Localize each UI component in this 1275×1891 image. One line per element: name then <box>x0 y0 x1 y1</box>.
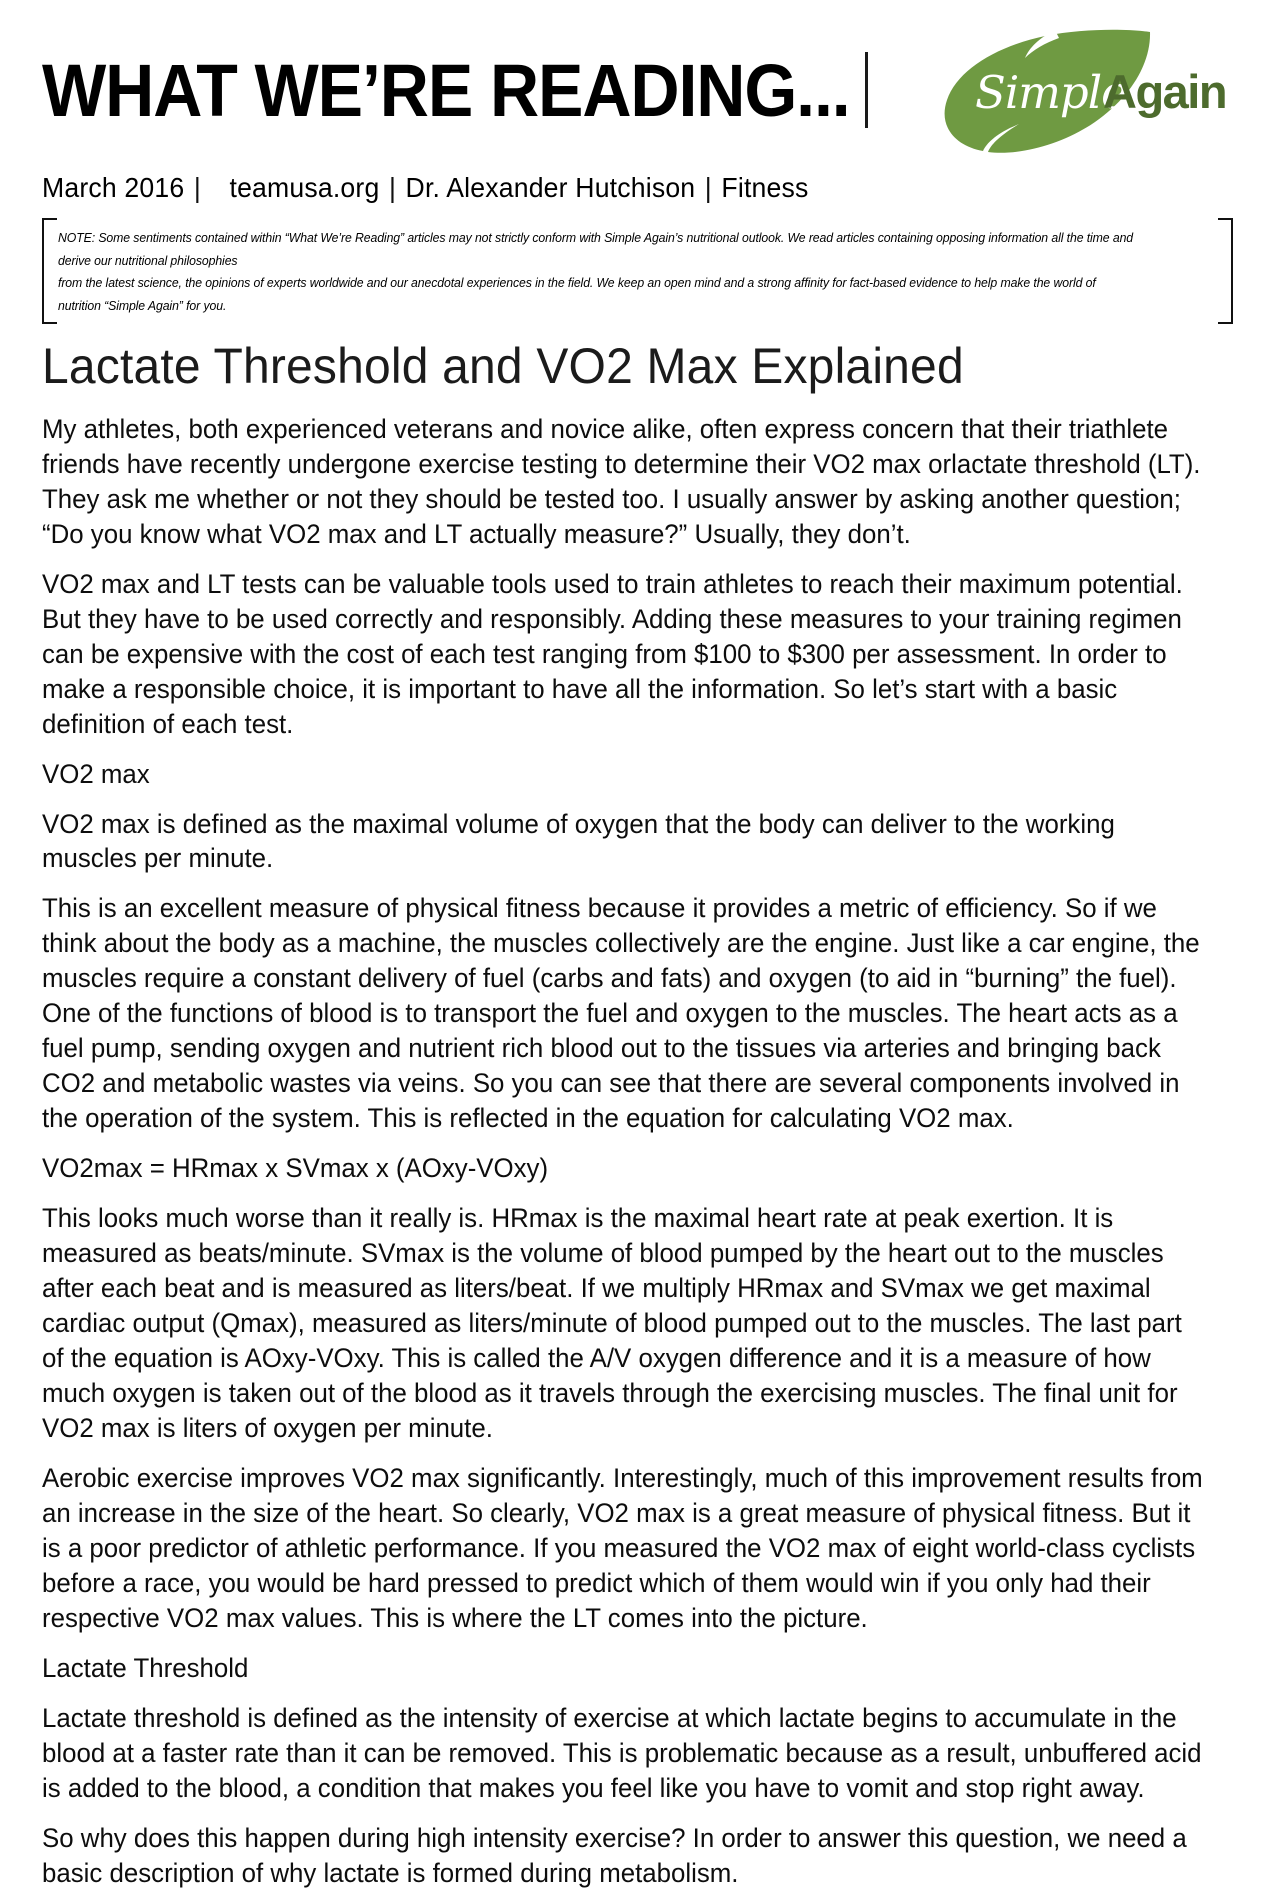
article-paragraph: This is an excellent measure of physical fitness because it provides a metric of efficiency. So if we think about the body as a machine, the muscles collectively are the engine. Just like a car engine, the muscles require a constant delivery of fuel (carbs and fats) and oxygen (to aid in “burning” the fuel). One of the functions of blood is to transport the fuel and oxygen to the muscles. The heart acts as a fuel pump, sending oxygen and nutrient rich blood out to the tissues via arteries and bringing back CO2 and metabolic wastes via veins. So you can see that there are several components involved in the operation of the system. This is reflected in the equation for calculating VO2 max. <box>42 893 1200 1134</box>
logo-word-simple: Simple <box>975 66 1127 119</box>
editorial-note-box <box>42 218 1233 324</box>
article-paragraph: So why does this happen during high intensity exercise? In order to answer this question, we need a basic description of why lactate is formed during metabolism. <box>42 1822 1187 1888</box>
article-paragraph: VO2 max and LT tests can be valuable tools used to train athletes to reach their maximum potential. But they have to be used correctly and responsibly. Adding these measures to your training regimen can be expensive with the cost of each test ranging from $100 to $300 per assessment. In order to make a responsible choice, it is important to have all the information. So let’s start with a basic definition of each test. <box>42 568 1183 739</box>
editorial-note-line-2: from the latest science, the opinions of experts worldwide and our anecdotal experiences in the field. We keep an open mind and a strong affinity for fact-based evidence to help make the world of nutrition “Simple Again” for you. <box>58 275 1096 314</box>
byline-author: Dr. Alexander Hutchison <box>405 172 696 203</box>
byline-separator-2: | <box>388 172 397 203</box>
byline-date: March 2016 <box>42 172 185 203</box>
masthead <box>42 0 1235 168</box>
simple-again-logo <box>935 18 1235 158</box>
editorial-note-line-1: NOTE: Some sentiments contained within “What We’re Reading” articles may not strictly conform with Simple Again’s nutritional outlook. We read articles containing opposing information all the time and derive our nutritional philosophies <box>58 230 1134 268</box>
byline-separator-1: | <box>193 172 201 203</box>
byline-spacer-1 <box>210 172 229 203</box>
article-subheading-vo2max: VO2 max <box>42 758 150 789</box>
article-paragraph: My athletes, both experienced veterans and novice alike, often express concern that their triathlete friends have recently undergone exercise testing to determine their VO2 max orlactate threshold (LT). They ask me whether or not they should be tested too. I usually answer by asking another question; “Do you know what VO2 max and LT actually measure?” Usually, they don’t. <box>42 413 1201 549</box>
article-paragraph: This looks much worse than it really is. HRmax is the maximal heart rate at peak exertion. It is measured as beats/minute. SVmax is the volume of blood pumped by the heart out to the muscles after each beat and is measured as liters/beat. If we multiply HRmax and SVmax we get maximal cardiac output (Qmax), measured as liters/minute of blood pumped out to the muscles. The last part of the equation is AOxy-VOxy. This is called the A/V oxygen difference and it is a measure of how much oxygen is taken out of the blood as it travels through the exercising muscles. The final unit for VO2 max is liters of oxygen per minute. <box>42 1203 1182 1443</box>
byline <box>42 168 1173 204</box>
article-body <box>42 338 1233 1891</box>
article-title: Lactate Threshold and VO2 Max Explained <box>42 337 964 394</box>
article-paragraph: Aerobic exercise improves VO2 max significantly. Interestingly, much of this improvement results from an increase in the size of the heart. So clearly, VO2 max is a great measure of physical fitness. But it is a poor predictor of athletic performance. If you measured the VO2 max of eight world-class cyclists before a race, you would be hard pressed to predict which of them would win if you only had their respective VO2 max values. This is where the LT comes into the picture. <box>42 1462 1203 1633</box>
article-subheading-lactate-threshold: Lactate Threshold <box>42 1652 249 1683</box>
page-title: WHAT WE’RE READING... <box>42 48 850 132</box>
article-equation: VO2max = HRmax x SVmax x (AOxy-VOxy) <box>42 1153 549 1184</box>
article-paragraph: VO2 max is defined as the maximal volume of oxygen that the body can deliver to the working muscles per minute. <box>42 808 1115 874</box>
byline-separator-3: | <box>704 172 712 203</box>
byline-category: Fitness <box>721 172 809 203</box>
masthead-divider <box>865 52 868 128</box>
logo-word-again: Again <box>1103 65 1227 118</box>
byline-source: teamusa.org <box>229 172 380 203</box>
article-paragraph: Lactate threshold is defined as the intensity of exercise at which lactate begins to accumulate in the blood at a faster rate than it can be removed. This is problematic because as a result, unbuffered acid is added to the blood, a condition that makes you feel like you have to vomit and stop right away. <box>42 1702 1202 1803</box>
